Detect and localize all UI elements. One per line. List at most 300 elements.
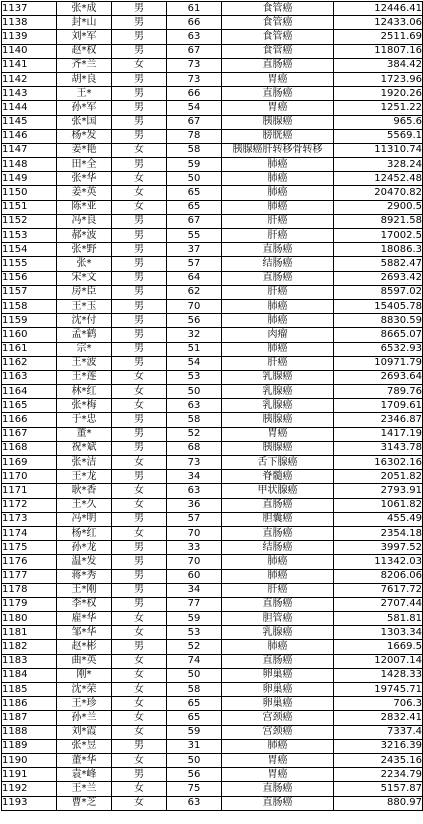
- diagnosis-cell: 肺癌: [222, 739, 334, 753]
- sex-cell: 女: [112, 200, 167, 214]
- age-cell: 56: [167, 768, 222, 782]
- age-cell: 36: [167, 498, 222, 512]
- cost-cell: 19745.71: [334, 683, 423, 697]
- cost-cell: 10971.79: [334, 356, 423, 370]
- age-cell: 78: [167, 129, 222, 143]
- record-id-cell: 1148: [2, 158, 57, 172]
- cost-cell: 2234.79: [334, 768, 423, 782]
- diagnosis-cell: 肺癌: [222, 569, 334, 583]
- record-id-cell: 1178: [2, 583, 57, 597]
- diagnosis-cell: 胰腺癌: [222, 413, 334, 427]
- diagnosis-cell: 肉瘤: [222, 328, 334, 342]
- age-cell: 63: [167, 399, 222, 413]
- patient-name-cell: 田*全: [57, 158, 112, 172]
- table-row: [2, 399, 423, 413]
- table-row: [2, 597, 423, 611]
- record-id-cell: 1186: [2, 697, 57, 711]
- cost-cell: 3216.39: [334, 739, 423, 753]
- record-id-cell: 1162: [2, 356, 57, 370]
- record-id-cell: 1169: [2, 456, 57, 470]
- table-row: [2, 441, 423, 455]
- age-cell: 50: [167, 753, 222, 767]
- diagnosis-cell: 直肠癌: [222, 597, 334, 611]
- age-cell: 77: [167, 597, 222, 611]
- diagnosis-cell: 肝癌: [222, 583, 334, 597]
- cost-cell: 8206.06: [334, 569, 423, 583]
- diagnosis-cell: 宫颈癌: [222, 711, 334, 725]
- patient-table: [1, 1, 423, 811]
- age-cell: 56: [167, 314, 222, 328]
- sex-cell: 男: [112, 597, 167, 611]
- patient-name-cell: 耿*香: [57, 484, 112, 498]
- table-row: [2, 555, 423, 569]
- sex-cell: 男: [112, 541, 167, 555]
- age-cell: 51: [167, 342, 222, 356]
- record-id-cell: 1153: [2, 229, 57, 243]
- record-id-cell: 1156: [2, 271, 57, 285]
- diagnosis-cell: 胃癌: [222, 768, 334, 782]
- sex-cell: 男: [112, 640, 167, 654]
- table-row: [2, 314, 423, 328]
- cost-cell: 1920.26: [334, 87, 423, 101]
- diagnosis-cell: 卵巢癌: [222, 697, 334, 711]
- diagnosis-cell: 直肠癌: [222, 796, 334, 810]
- patient-name-cell: 温*发: [57, 555, 112, 569]
- patient-name-cell: 曹*芝: [57, 796, 112, 810]
- record-id-cell: 1152: [2, 214, 57, 228]
- sex-cell: 男: [112, 314, 167, 328]
- age-cell: 60: [167, 569, 222, 583]
- record-id-cell: 1185: [2, 683, 57, 697]
- record-id-cell: 1184: [2, 668, 57, 682]
- record-id-cell: 1165: [2, 399, 57, 413]
- table-row: [2, 370, 423, 384]
- diagnosis-cell: 结肠癌: [222, 541, 334, 555]
- patient-name-cell: 孙*兰: [57, 711, 112, 725]
- patient-name-cell: 王*珍: [57, 697, 112, 711]
- cost-cell: 7337.4: [334, 725, 423, 739]
- cost-cell: 328.24: [334, 158, 423, 172]
- cost-cell: 706.3: [334, 697, 423, 711]
- cost-cell: 2693.64: [334, 370, 423, 384]
- patient-name-cell: 张*昱: [57, 739, 112, 753]
- patient-name-cell: 王*久: [57, 498, 112, 512]
- cost-cell: 1251.22: [334, 101, 423, 115]
- cost-cell: 1669.5: [334, 640, 423, 654]
- record-id-cell: 1172: [2, 498, 57, 512]
- diagnosis-cell: 直肠癌: [222, 87, 334, 101]
- table-row: [2, 285, 423, 299]
- record-id-cell: 1146: [2, 129, 57, 143]
- age-cell: 67: [167, 44, 222, 58]
- age-cell: 70: [167, 555, 222, 569]
- patient-name-cell: 冯*良: [57, 214, 112, 228]
- sex-cell: 男: [112, 229, 167, 243]
- patient-name-cell: 宋*文: [57, 271, 112, 285]
- diagnosis-cell: 膀胱癌: [222, 129, 334, 143]
- cost-cell: 20470.82: [334, 186, 423, 200]
- record-id-cell: 1182: [2, 640, 57, 654]
- cost-cell: 2900.5: [334, 200, 423, 214]
- cost-cell: 2354.18: [334, 526, 423, 540]
- cost-cell: 2832.41: [334, 711, 423, 725]
- diagnosis-cell: 肺癌: [222, 555, 334, 569]
- sex-cell: 女: [112, 612, 167, 626]
- patient-name-cell: 封*山: [57, 16, 112, 30]
- record-id-cell: 1160: [2, 328, 57, 342]
- patient-name-cell: 沈*付: [57, 314, 112, 328]
- table-row: [2, 385, 423, 399]
- patient-name-cell: 王*: [57, 87, 112, 101]
- sex-cell: 女: [112, 683, 167, 697]
- cost-cell: 11807.16: [334, 44, 423, 58]
- sex-cell: 女: [112, 370, 167, 384]
- patient-name-cell: 蒋*秀: [57, 569, 112, 583]
- cost-cell: 6532.93: [334, 342, 423, 356]
- patient-name-cell: 曲*英: [57, 654, 112, 668]
- age-cell: 66: [167, 87, 222, 101]
- record-id-cell: 1143: [2, 87, 57, 101]
- sex-cell: 女: [112, 697, 167, 711]
- age-cell: 34: [167, 470, 222, 484]
- diagnosis-cell: 直肠癌: [222, 782, 334, 796]
- table-row: [2, 186, 423, 200]
- diagnosis-cell: 脊髓癌: [222, 470, 334, 484]
- age-cell: 61: [167, 2, 222, 16]
- cost-cell: 17002.5: [334, 229, 423, 243]
- table-row: [2, 796, 423, 810]
- age-cell: 50: [167, 385, 222, 399]
- diagnosis-cell: 食管癌: [222, 16, 334, 30]
- table-row: [2, 257, 423, 271]
- patient-name-cell: 宗*: [57, 342, 112, 356]
- table-row: [2, 58, 423, 72]
- age-cell: 65: [167, 186, 222, 200]
- patient-name-cell: 于*忠: [57, 413, 112, 427]
- cost-cell: 7617.72: [334, 583, 423, 597]
- cost-cell: 12007.14: [334, 654, 423, 668]
- age-cell: 67: [167, 115, 222, 129]
- sex-cell: 男: [112, 72, 167, 86]
- sex-cell: 男: [112, 512, 167, 526]
- diagnosis-cell: 卵巢癌: [222, 668, 334, 682]
- cost-cell: 8665.07: [334, 328, 423, 342]
- record-id-cell: 1144: [2, 101, 57, 115]
- diagnosis-cell: 肺癌: [222, 186, 334, 200]
- table-row: [2, 101, 423, 115]
- sex-cell: 女: [112, 498, 167, 512]
- patient-name-cell: 祝*斌: [57, 441, 112, 455]
- cost-cell: 12433.06: [334, 16, 423, 30]
- table-row: [2, 739, 423, 753]
- patient-name-cell: 赵*彬: [57, 640, 112, 654]
- age-cell: 33: [167, 541, 222, 555]
- sex-cell: 男: [112, 115, 167, 129]
- diagnosis-cell: 肺癌: [222, 172, 334, 186]
- age-cell: 57: [167, 257, 222, 271]
- age-cell: 65: [167, 697, 222, 711]
- diagnosis-cell: 结肠癌: [222, 257, 334, 271]
- cost-cell: 965.6: [334, 115, 423, 129]
- diagnosis-cell: 直肠癌: [222, 271, 334, 285]
- sex-cell: 女: [112, 58, 167, 72]
- sex-cell: 男: [112, 739, 167, 753]
- sex-cell: 男: [112, 158, 167, 172]
- patient-name-cell: 房*臣: [57, 285, 112, 299]
- record-id-cell: 1179: [2, 597, 57, 611]
- table-row: [2, 470, 423, 484]
- table-row: [2, 299, 423, 313]
- table-row: [2, 413, 423, 427]
- diagnosis-cell: 胃癌: [222, 427, 334, 441]
- sex-cell: 男: [112, 129, 167, 143]
- sex-cell: 男: [112, 16, 167, 30]
- diagnosis-cell: 食管癌: [222, 44, 334, 58]
- table-row: [2, 115, 423, 129]
- sex-cell: 男: [112, 342, 167, 356]
- diagnosis-cell: 胆囊癌: [222, 512, 334, 526]
- patient-name-cell: 雇*华: [57, 612, 112, 626]
- sex-cell: 男: [112, 243, 167, 257]
- cost-cell: 16302.16: [334, 456, 423, 470]
- cost-cell: 581.81: [334, 612, 423, 626]
- age-cell: 59: [167, 725, 222, 739]
- record-id-cell: 1188: [2, 725, 57, 739]
- sex-cell: 男: [112, 555, 167, 569]
- sex-cell: 男: [112, 285, 167, 299]
- patient-name-cell: 赵*权: [57, 44, 112, 58]
- age-cell: 73: [167, 456, 222, 470]
- cost-cell: 11310.74: [334, 143, 423, 157]
- age-cell: 32: [167, 328, 222, 342]
- table-body: [2, 2, 423, 811]
- patient-name-cell: 沈*荣: [57, 683, 112, 697]
- age-cell: 68: [167, 441, 222, 455]
- patient-name-cell: 孟*鹤: [57, 328, 112, 342]
- cost-cell: 1061.82: [334, 498, 423, 512]
- cost-cell: 15405.78: [334, 299, 423, 313]
- table-row: [2, 498, 423, 512]
- age-cell: 58: [167, 143, 222, 157]
- table-row: [2, 541, 423, 555]
- cost-cell: 11342.03: [334, 555, 423, 569]
- record-id-cell: 1141: [2, 58, 57, 72]
- cost-cell: 3997.52: [334, 541, 423, 555]
- diagnosis-cell: 直肠癌: [222, 58, 334, 72]
- diagnosis-cell: 胃癌: [222, 101, 334, 115]
- age-cell: 67: [167, 214, 222, 228]
- age-cell: 54: [167, 101, 222, 115]
- cost-cell: 12452.48: [334, 172, 423, 186]
- table-row: [2, 725, 423, 739]
- record-id-cell: 1168: [2, 441, 57, 455]
- cost-cell: 2051.82: [334, 470, 423, 484]
- sex-cell: 男: [112, 583, 167, 597]
- patient-name-cell: 董*华: [57, 753, 112, 767]
- age-cell: 65: [167, 200, 222, 214]
- table-row: [2, 697, 423, 711]
- diagnosis-cell: 肝癌: [222, 285, 334, 299]
- diagnosis-cell: 直肠癌: [222, 654, 334, 668]
- sex-cell: 男: [112, 2, 167, 16]
- table-row: [2, 229, 423, 243]
- table-row: [2, 683, 423, 697]
- record-id-cell: 1138: [2, 16, 57, 30]
- diagnosis-cell: 胃癌: [222, 753, 334, 767]
- record-id-cell: 1161: [2, 342, 57, 356]
- sex-cell: 女: [112, 456, 167, 470]
- sex-cell: 女: [112, 626, 167, 640]
- record-id-cell: 1150: [2, 186, 57, 200]
- record-id-cell: 1159: [2, 314, 57, 328]
- diagnosis-cell: 乳腺癌: [222, 626, 334, 640]
- record-id-cell: 1147: [2, 143, 57, 157]
- sex-cell: 女: [112, 654, 167, 668]
- diagnosis-cell: 食管癌: [222, 2, 334, 16]
- age-cell: 59: [167, 158, 222, 172]
- age-cell: 70: [167, 299, 222, 313]
- patient-name-cell: 王*龙: [57, 470, 112, 484]
- age-cell: 34: [167, 583, 222, 597]
- cost-cell: 8921.58: [334, 214, 423, 228]
- record-id-cell: 1154: [2, 243, 57, 257]
- record-id-cell: 1139: [2, 30, 57, 44]
- age-cell: 53: [167, 626, 222, 640]
- patient-name-cell: 齐*兰: [57, 58, 112, 72]
- record-id-cell: 1149: [2, 172, 57, 186]
- table-row: [2, 271, 423, 285]
- table-row: [2, 328, 423, 342]
- patient-name-cell: 张*国: [57, 115, 112, 129]
- diagnosis-cell: 胆管癌: [222, 612, 334, 626]
- patient-name-cell: 王*波: [57, 356, 112, 370]
- record-id-cell: 1145: [2, 115, 57, 129]
- sex-cell: 男: [112, 768, 167, 782]
- cost-cell: 880.97: [334, 796, 423, 810]
- table-row: [2, 16, 423, 30]
- cost-cell: 2707.44: [334, 597, 423, 611]
- sex-cell: 女: [112, 172, 167, 186]
- cost-cell: 5882.47: [334, 257, 423, 271]
- record-id-cell: 1175: [2, 541, 57, 555]
- record-id-cell: 1137: [2, 2, 57, 16]
- table-row: [2, 72, 423, 86]
- table-row: [2, 87, 423, 101]
- table-row: [2, 200, 423, 214]
- table-row: [2, 569, 423, 583]
- cost-cell: 1417.19: [334, 427, 423, 441]
- patient-name-cell: 张*洁: [57, 456, 112, 470]
- age-cell: 55: [167, 229, 222, 243]
- diagnosis-cell: 宫颈癌: [222, 725, 334, 739]
- diagnosis-cell: 卵巢癌: [222, 683, 334, 697]
- record-id-cell: 1157: [2, 285, 57, 299]
- cost-cell: 1428.33: [334, 668, 423, 682]
- patient-name-cell: 张*成: [57, 2, 112, 16]
- patient-name-cell: 林*红: [57, 385, 112, 399]
- diagnosis-cell: 乳腺癌: [222, 385, 334, 399]
- record-id-cell: 1170: [2, 470, 57, 484]
- table-row: [2, 158, 423, 172]
- age-cell: 70: [167, 526, 222, 540]
- table-row: [2, 172, 423, 186]
- diagnosis-cell: 肺癌: [222, 314, 334, 328]
- cost-cell: 5157.87: [334, 782, 423, 796]
- age-cell: 52: [167, 427, 222, 441]
- sex-cell: 男: [112, 271, 167, 285]
- age-cell: 63: [167, 30, 222, 44]
- sex-cell: 女: [112, 526, 167, 540]
- cost-cell: 789.76: [334, 385, 423, 399]
- age-cell: 31: [167, 739, 222, 753]
- table-row: [2, 768, 423, 782]
- record-id-cell: 1163: [2, 370, 57, 384]
- sex-cell: 女: [112, 711, 167, 725]
- record-id-cell: 1190: [2, 753, 57, 767]
- record-id-cell: 1158: [2, 299, 57, 313]
- cost-cell: 1303.34: [334, 626, 423, 640]
- sex-cell: 男: [112, 214, 167, 228]
- table-row: [2, 640, 423, 654]
- age-cell: 73: [167, 58, 222, 72]
- patient-name-cell: 陈*亚: [57, 200, 112, 214]
- cost-cell: 2346.87: [334, 413, 423, 427]
- patient-name-cell: 姜*艳: [57, 143, 112, 157]
- sex-cell: 男: [112, 441, 167, 455]
- table-row: [2, 753, 423, 767]
- sex-cell: 男: [112, 413, 167, 427]
- diagnosis-cell: 肺癌: [222, 158, 334, 172]
- sex-cell: 女: [112, 796, 167, 810]
- patient-name-cell: 王*兰: [57, 782, 112, 796]
- table-row: [2, 30, 423, 44]
- age-cell: 63: [167, 796, 222, 810]
- age-cell: 74: [167, 654, 222, 668]
- record-id-cell: 1189: [2, 739, 57, 753]
- record-id-cell: 1177: [2, 569, 57, 583]
- diagnosis-cell: 肺癌: [222, 640, 334, 654]
- record-id-cell: 1192: [2, 782, 57, 796]
- diagnosis-cell: 肺癌: [222, 200, 334, 214]
- diagnosis-cell: 肺癌: [222, 342, 334, 356]
- sex-cell: 女: [112, 668, 167, 682]
- diagnosis-cell: 肝癌: [222, 229, 334, 243]
- table-row: [2, 456, 423, 470]
- age-cell: 62: [167, 285, 222, 299]
- cost-cell: 384.42: [334, 58, 423, 72]
- cost-cell: 1723.96: [334, 72, 423, 86]
- diagnosis-cell: 胰腺癌肝转移骨转移: [222, 143, 334, 157]
- record-id-cell: 1142: [2, 72, 57, 86]
- cost-cell: 2693.42: [334, 271, 423, 285]
- sex-cell: 男: [112, 257, 167, 271]
- patient-name-cell: 王*玉: [57, 299, 112, 313]
- patient-name-cell: 杨*发: [57, 129, 112, 143]
- age-cell: 53: [167, 370, 222, 384]
- patient-name-cell: 刘*霞: [57, 725, 112, 739]
- age-cell: 64: [167, 271, 222, 285]
- patient-name-cell: 冯*明: [57, 512, 112, 526]
- sex-cell: 女: [112, 782, 167, 796]
- cost-cell: 8830.59: [334, 314, 423, 328]
- diagnosis-cell: 舌下腺癌: [222, 456, 334, 470]
- sex-cell: 男: [112, 328, 167, 342]
- record-id-cell: 1155: [2, 257, 57, 271]
- diagnosis-cell: 甲状腺癌: [222, 484, 334, 498]
- cost-cell: 2511.69: [334, 30, 423, 44]
- age-cell: 54: [167, 356, 222, 370]
- age-cell: 37: [167, 243, 222, 257]
